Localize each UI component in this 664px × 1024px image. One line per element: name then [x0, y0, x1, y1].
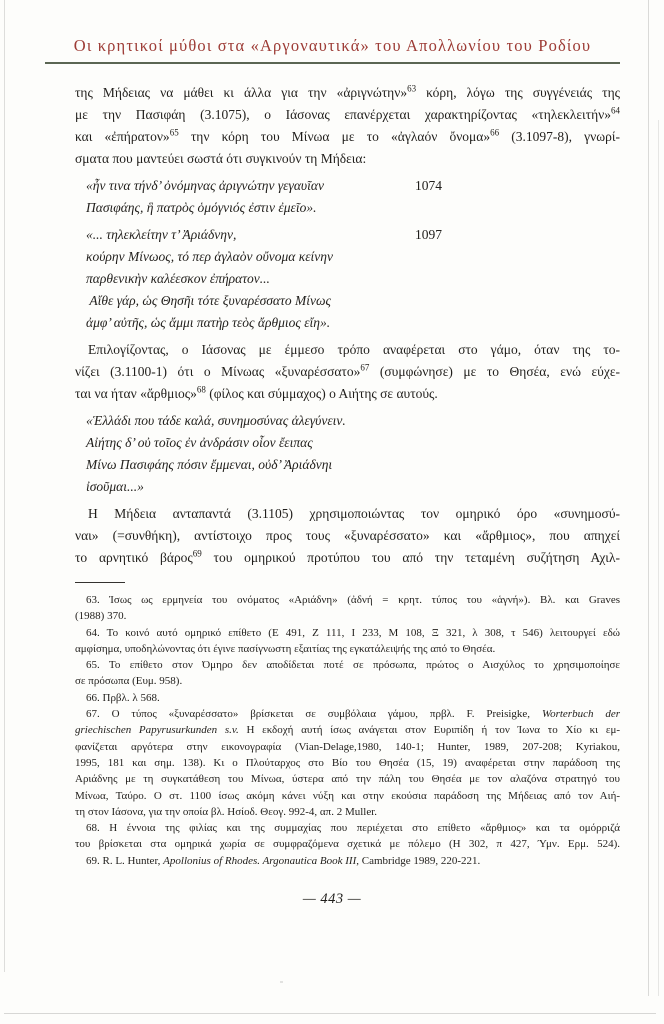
footnote-ref: 66 — [490, 127, 500, 138]
verse-line — [86, 476, 620, 498]
text-run: την κόρη του Μίνωα με το «ἀγλαόν ὄνομα» — [178, 129, 491, 144]
italic-text: griechischen Papyrusurkunden s.v. — [75, 724, 239, 737]
text-run: το αρνητικό βάρος — [75, 550, 193, 565]
verse-line — [86, 246, 620, 268]
verse-line — [86, 224, 620, 246]
text-run: «... τηλεκλείτην τ’ Ἀριάδνην, — [86, 227, 237, 242]
paragraph — [75, 82, 620, 170]
text-run: 69. R. L. Hunter, — [86, 854, 164, 867]
text-run: ται να ήταν «ἄρθμιος» — [75, 386, 197, 401]
paragraph — [75, 339, 620, 405]
text-line — [75, 503, 620, 525]
text-run: 67. Ο τύπος «ξυναρέσσατο» βρίσκεται σε συμβόλαια γάμου, πρβλ. F. Preisigke, — [86, 708, 542, 721]
text-run: σματα που μαντεύει σωστά ότι συγκινούν τη Μήδεια: — [75, 151, 367, 166]
text-line — [75, 673, 620, 689]
verse-line — [86, 454, 620, 476]
paragraph — [75, 503, 620, 569]
text-run: Αἰήτης δ’ οὐ τοῖος ἐν ἀνδράσιν οἷον ἔειπας — [86, 435, 313, 450]
text-run: , Cambridge 1989, 220-221. — [356, 854, 481, 867]
italic-text: Worterbuch der — [541, 708, 621, 721]
text-line — [75, 383, 620, 405]
scan-edge-right — [648, 0, 649, 996]
verse-line — [86, 268, 620, 290]
text-run: Η εκδοχή αυτή ίσως ανάγεται στον Ευριπίδη ή τον Ίωνα το Χίο κι εμ- — [238, 724, 620, 737]
text-run: και «ἐπήρατον» — [75, 129, 170, 144]
text-line — [75, 722, 620, 738]
text-run: κούρην Μίνωος, τό περ ἀγλαὸν οὔνομα κείνην — [86, 249, 333, 264]
scan-edge-bottom — [4, 1013, 656, 1014]
text-line — [75, 771, 620, 787]
text-line — [75, 104, 620, 126]
text-run: 68. Η έννοια της φιλίας και της συμμαχίας που περιέχεται στο επίθετο «ἄρθμιος» και τα ομόρριζά — [86, 822, 620, 835]
footnote-ref: 63 — [407, 83, 417, 94]
text-run: 63. Ίσως ως ερμηνεία του ονόματος «Αριάδνη» (ἀδνή = κρητ. τύπος του «ἁγνή»). Βλ. και Graves — [86, 594, 620, 606]
verse-line — [86, 197, 620, 219]
text-run: (φίλος και σύμμαχος) ο Αιήτης σε αυτούς. — [205, 386, 438, 401]
footnote — [75, 706, 620, 820]
scan-edge-left — [4, 0, 5, 972]
text-line — [75, 361, 620, 383]
text-line — [75, 82, 620, 104]
page-title: Οι κρητικοί μύθοι στα «Αργοναυτικά» του Απολλωνίου του Ροδίου — [45, 36, 620, 64]
text-line — [75, 804, 620, 820]
text-line — [75, 126, 620, 148]
verse-line — [86, 312, 620, 334]
verse-line — [86, 290, 620, 312]
verse-line — [86, 410, 620, 432]
text-line — [75, 788, 620, 804]
text-line — [75, 690, 620, 706]
text-run: Επιλογίζοντας, ο Ιάσονας με έμμεσο τρόπο αναφέρεται στο γάμο, όταν της το- — [88, 342, 620, 357]
text-run: με την Πασιφάη (3.1075), ο Ιάσονας επανέρχεται χαρακτηρίζοντας «τηλεκλειτήν» — [75, 107, 611, 122]
text-run: 64. Το κοινό αυτό ομηρικό επίθετο (Ε 491, Ζ 111, Ι 233, Μ 108, Ξ 321, λ 308, τ 546) λειτουργεί εδώ — [86, 626, 620, 639]
verse-quote — [86, 175, 620, 219]
italic-text: Apollonius of Rhodes. Argonautica Book III — [163, 854, 357, 867]
text-line — [75, 592, 620, 608]
text-run: (3.1097-8), γνωρί- — [499, 129, 620, 144]
text-run: (1988) 370. — [75, 610, 127, 623]
text-run: φανίζεται αργότερα στην εικονογραφία (Vian-Delage,1980, 140-1; Hunter, 1989, 207-208; Kyriakou, — [75, 740, 620, 753]
text-line — [75, 148, 620, 170]
text-run: νίζει (3.1100-1) ότι ο Μίνωας «ξυναρέσσατο» — [75, 364, 361, 379]
text-run: κόρη, λόγω της συγγένειάς της — [416, 85, 620, 100]
text-line — [75, 608, 620, 624]
text-run: του ομηρικού προτύπου του από την τεταμένη συζήτηση Αχιλ- — [201, 550, 620, 565]
text-run: αμφίσημα, υποδηλώνοντας ότι έγινε πασίγνωστη εξαιτίας της εγκατάλειψής της από το Θησέα. — [75, 642, 496, 655]
text-run: του βρίσκεται στα ομηρικά χωρία σε συμφραζόμενα σχετικά με πόλεμο (Η 302, π 427, Ύμν. Ερμ. 524). — [75, 838, 620, 851]
footnote — [75, 592, 620, 625]
verse-quote — [86, 224, 620, 334]
footnote — [75, 853, 620, 869]
page-number: — 443 — — [302, 891, 362, 908]
text-run: παρθενικὴν καλέεσκον ἐπήρατον... — [86, 271, 270, 286]
verse-quote — [86, 410, 620, 498]
footnote — [75, 657, 620, 690]
text-line — [75, 706, 620, 722]
text-run: ναι» (=συνθήκη), αντίστοιχο προς τους «ξυναρέσσατο» και «ἄρθμιος», που απηχεί — [75, 528, 620, 543]
body-text — [75, 82, 620, 569]
text-line — [75, 755, 620, 771]
text-run: σε πρόσωπα (Ευμ. 958). — [75, 675, 183, 688]
text-line — [75, 853, 620, 869]
text-line — [75, 525, 620, 547]
text-run: 1995, 181 και σημ. 138). Κι ο Πλούταρχος στο Βίο του Θησέα (15, 19) αναφέρεται στην παράδοση της — [75, 756, 620, 769]
verse-line — [86, 175, 620, 197]
text-line — [75, 641, 620, 657]
footnote-separator — [75, 582, 125, 583]
verse-line — [86, 432, 620, 454]
text-run: Αριάδνης με τη συγκατάθεση του Μίνωα, ύστερα από την πάλη του Θησέα με τον αλαζόνα στρατηγό του — [75, 773, 620, 786]
footnote — [75, 820, 620, 853]
text-run: Η Μήδεια ανταπαντά (3.1105) χρησιμοποιώντας τον ομηρικό όρο «συνημοσύ- — [88, 506, 620, 521]
text-run: «Ἑλλάδι που τάδε καλά, συνημοσύνας ἀλεγύνειν. — [86, 413, 346, 428]
verse-line-number: 1097 — [415, 227, 442, 242]
text-run: Πασιφάης, ἣ πατρὸς ὁμόγνιός ἐστιν ἐμεῖο». — [86, 200, 317, 215]
text-run: Μίνωα, Ταύρο. Ο στ. 1100 ίσως ακόμη κάνει νύξη και στην εκούσια παράδοση της Μήδειας από τον Αιή- — [75, 789, 620, 802]
text-run: (συμφώνησε) με το Θησέα, ενώ εύχε- — [369, 364, 620, 379]
text-run: της Μήδειας να μάθει κι άλλα για την «ἀριγνώτην» — [75, 85, 408, 100]
footnote-ref: 67 — [360, 362, 370, 373]
text-line — [75, 739, 620, 755]
text-run: 65. Το επίθετο στον Όμηρο δεν αποδίδεται ποτέ σε πρόσωπα, πρώτος ο Αισχύλος το χρησιμοποίησε — [86, 659, 620, 672]
text-run: ἀμφ’ αὐτῆς, ὡς ἄμμι πατὴρ τεὸς ἄρθμιος εἴη». — [86, 315, 331, 330]
footnote — [75, 625, 620, 658]
text-line — [75, 820, 620, 836]
footnote-ref: 65 — [169, 127, 179, 138]
text-line — [75, 547, 620, 569]
text-run: Αἴθε γάρ, ὡς Θησῆι τότε ξυναρέσσατο Μίνως — [86, 293, 331, 308]
text-run: τη στον Ιάσονα, για την οποία βλ. Ησίοδ. Θεογ. 992-4, απ. 2 Muller. — [75, 805, 378, 818]
text-line — [75, 625, 620, 641]
footnotes-section — [75, 592, 620, 869]
text-run: 66. Πρβλ. λ 568. — [86, 691, 160, 704]
footnote — [75, 690, 620, 706]
footnote-ref: 64 — [611, 105, 620, 116]
text-run: Μίνω Πασιφάης πόσιν ἔμμεναι, οὐδ’ Ἀριάδνηι — [86, 457, 333, 472]
footnote-ref: 68 — [196, 384, 206, 395]
text-run: ἰσοῦμαι...» — [86, 479, 144, 494]
text-line — [75, 657, 620, 673]
text-run: «ἦν τινα τήνδ’ ὀνόμηνας ἀριγνώτην γεγαυῖαν — [86, 178, 324, 193]
text-line — [75, 339, 620, 361]
scan-edge-right-outer — [658, 120, 659, 996]
footnote-ref: 69 — [192, 548, 202, 559]
scan-speck — [280, 981, 283, 983]
text-line — [75, 836, 620, 852]
verse-line-number: 1074 — [415, 178, 442, 193]
